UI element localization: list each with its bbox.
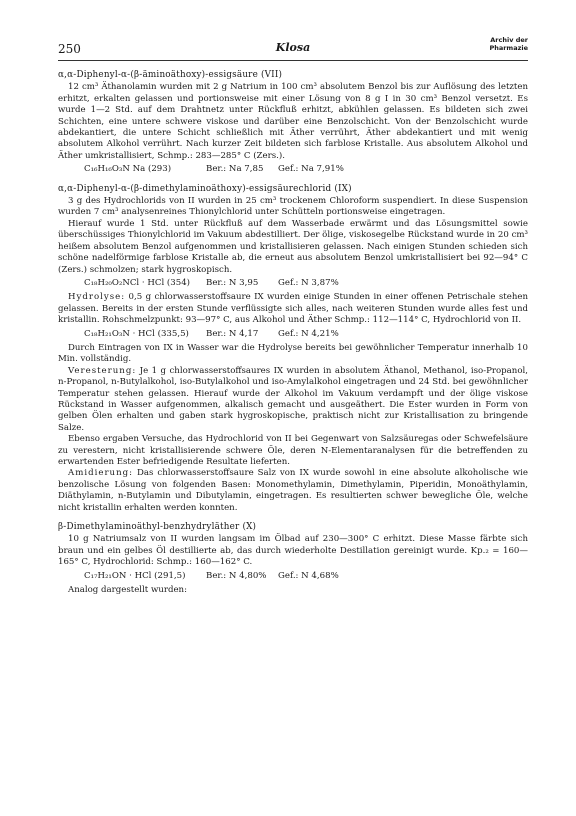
formula-line: [58, 571, 528, 582]
section-title-vii: α,α-Diphenyl-α-(β-äminoäthoxy)-essigsäure (VII): [58, 70, 283, 80]
hydrolyse-text: 0,5 g chlorwasserstoffsaure IX wurden einige Stunden in einer offenen Petrischale stehen gelassen. Bereits in der ersten Stunde verflüssigte sich alles, nach weiteren Stunden wurde alles fest und kristallin. Rohschmelzpunkt: 93—97° C, aus Alkohol und Äther Schmp.: 112—114° C, Hydrochlorid von II.: [58, 292, 528, 326]
journal-name-line2: Pharmazie: [489, 44, 528, 52]
formula-found: Gef.: N 4,21%: [278, 328, 339, 339]
formula-line: [58, 329, 528, 340]
formula-line: [58, 278, 528, 289]
paragraph: 12 cm³ Äthanolamin wurden mit 2 g Natrium in 100 cm³ absolutem Benzol bis zur Auflösung des letzten erhitzt, erkalten gelassen und portionsweise mit einer Lösung von 8 g I in 30 cm³ Benzol versetzt. Es wurde 1—2 Std. auf dem Drahtnetz unter Rückfluß erhitzt, abkühlen gelassen. Es bildeten sich zwei Schichten, eine untere schwere viskose und darüber eine Benzolschicht. Von der Benzolschicht wurde abdekantiert, die untere Schicht schließlich mit Äther verrührt, Äther abdekantiert und mit wenig absolutem Alkohol verrührt. Nach kurzer Zeit bildeten sich farblose Kristalle. Aus absolutem Alkohol und Äther umkristallisiert, Schmp.: 283—285° C (Zers.).: [58, 82, 528, 161]
paragraph: Hierauf wurde 1 Std. unter Rückfluß auf dem Wasserbade erwärmt und das Lösungsmittel sowie überschüssiges Thionylchlorid im Vakuum abdestilliert. Der ölige, viskosegelbe Rückstand wurde in 20 cm³ heißem absolutem Benzol aufgenommen und kristallisieren gelassen. Nach einigen Stunden schieden sich schöne nadelförmige farblose Kristalle ab, die erneut aus absolutem Benzol umkristallisiert bei 92—94° C (Zers.) schmolzen; stark hygroskopisch.: [58, 218, 528, 275]
veresterung-label: Veresterung:: [68, 365, 137, 376]
formula-found: Gef.: Na 7,91%: [278, 164, 344, 175]
page-number: 250: [58, 42, 81, 56]
paragraph-amidierung: [58, 468, 528, 514]
section-title-ix: α,α-Diphenyl-α-(β-dimethylaminoäthoxy)-essigsäurechlorid (IX): [58, 183, 352, 194]
hydrolyse-label: Hydrolyse:: [68, 292, 126, 303]
formula-calculated: Ber.: N 4,17: [206, 328, 259, 339]
paragraph-hydrolyse: [58, 292, 528, 326]
paragraph-tail: Analog dargestellt wurden:: [68, 585, 187, 596]
running-title: Klosa: [275, 41, 311, 54]
paragraph-veresterung: [58, 366, 528, 434]
veresterung-text: Je 1 g chlorwasserstoffsaures IX wurden in absolutem Äthanol, Methanol, iso-Propanol, n-Propanol, n-Butylalkohol, iso-Butylalkohol und iso-Amylalkohol eingetragen und 24 Std. bei gewöhnlicher Temperatur stehen gelassen. Hierauf wurde der Alkohol im Vakuum verdampft und der ölige viskose Rückstand in Wasser aufgenommen, alkalisch gemacht und ausgeäthert. Die Ester wurden in Form von gelben Ölen erhalten und gaben stark hygroskopische, praktisch nicht zur Kristallisation zu bringende Salze.: [58, 365, 528, 433]
formula-line: [58, 164, 528, 175]
journal-name: [489, 36, 528, 52]
header-rule: [58, 60, 528, 61]
formula-found: Gef.: N 4,68%: [278, 570, 339, 581]
formula-calculated: Ber.: N 3,95: [206, 277, 259, 288]
paragraph: 10 g Natriumsalz von II wurden langsam im Ölbad auf 230—300° C erhitzt. Diese Masse färbte sich braun und ein gelbes Öl destillierte ab, das durch wiederholte Destillation gereinigt wurde. Kp.₂ = 160—165° C, Hydrochlorid: Schmp.: 160—162° C.: [58, 534, 528, 568]
formula-compound: C₁₇H₂₁ON · HCl (291,5): [84, 570, 186, 581]
journal-name-line1: Archiv der: [490, 36, 528, 44]
formula-calculated: Ber.: Na 7,85: [206, 164, 264, 175]
amidierung-label: Amidierung:: [68, 468, 134, 479]
formula-compound: C₁₈H₂₀O₂NCl · HCl (354): [84, 277, 191, 288]
section-title-x: β-Dimethylaminoäthyl-benzhydryläther (X): [58, 522, 257, 533]
paragraph: Durch Eintragen von IX in Wasser war die Hydrolyse bereits bei gewöhnlicher Temperatur innerhalb 10 Min. vollständig.: [58, 342, 528, 365]
amidierung-text: Das chlorwasserstoffsaure Salz von IX wurde sowohl in eine absolute alkoholische wie benzolische Lösung von folgenden Basen: Monomethylamin, Dimethylamin, Piperidin, Monoäthylamin, Diäthylamin, n-Butylamin und Dibutylamin, eingetragen. Es resultierten schwer bewegliche Öle, welche nicht kristallin erhalten werden konnten.: [58, 468, 528, 513]
formula-compound: C₁₈H₂₁O₃N · HCl (335,5): [84, 328, 189, 339]
article-body: [58, 70, 528, 596]
formula-calculated: Ber.: N 4,80%: [206, 570, 267, 581]
formula-compound: C₁₆H₁₆O₃N Na (293): [84, 164, 172, 175]
paragraph: 3 g des Hydrochlorids von II wurden in 25 cm³ trockenem Chloroform suspendiert. In diese Suspension wurden 7 cm³ analysenreines Thionylchlorid unter Schütteln portionsweise eingetragen.: [58, 196, 528, 218]
page-header: [58, 36, 528, 58]
formula-found: Gef.: N 3,87%: [278, 277, 339, 288]
paragraph: Ebenso ergaben Versuche, das Hydrochlorid von II bei Gegenwart von Salzsäuregas oder Schwefelsäure zu verestern, nicht kristallisierende schwere Öle, deren N-Elementaranalysen für die betreffenden zu erwartenden Ester befriedigende Resultate lieferten.: [58, 434, 528, 467]
